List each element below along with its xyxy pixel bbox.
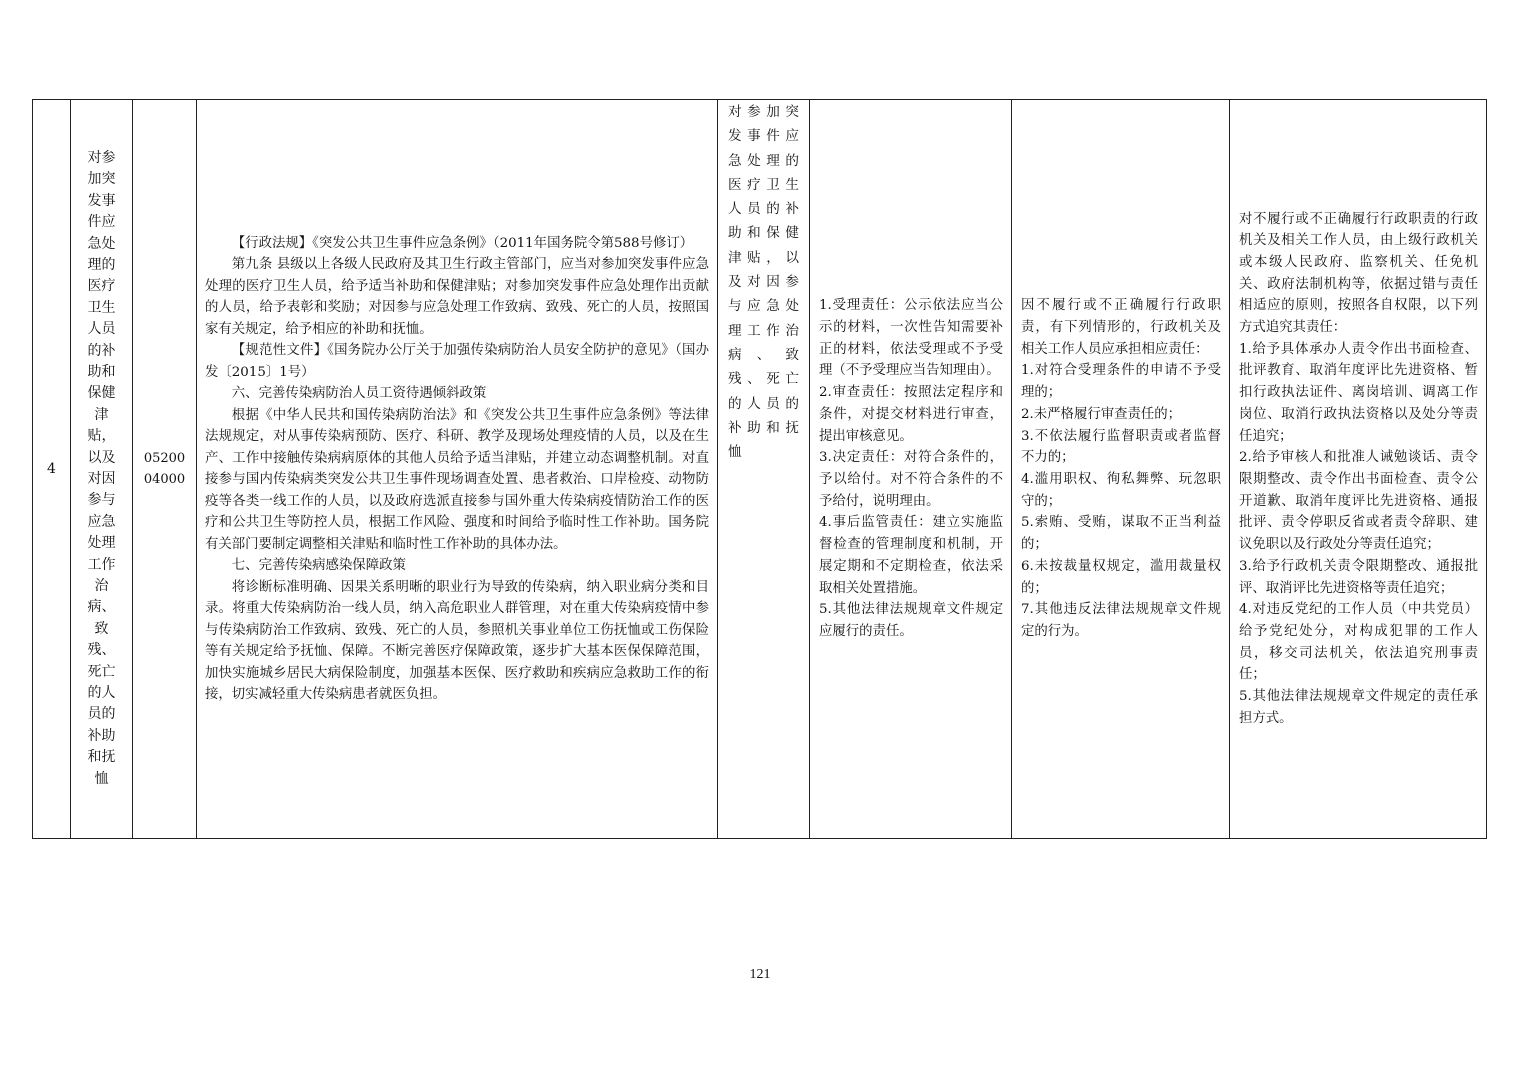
accountability-item: 1.对符合受理条件的申请不予受理的； — [1021, 363, 1221, 401]
basis-regulation-title: 【行政法规】《突发公共卫生事件应急条例》（2011年国务院令第588号修订） — [231, 235, 694, 251]
basis-section-6-heading: 六、完善传染病防治人员工资待遇倾斜政策 — [231, 386, 487, 401]
basis-section-7-text: 将诊断标准明确、因果关系明晰的职业行为导致的传染病，纳入职业病分类和目录。将重大传染病防治一线人员，纳入高危职业人群管理，对在重大传染病疫情中参与传染病防治工作致病、致残、死亡的人员，参照机关事业单位工伤抚恤或工伤保险等有关规定给予抚恤、保障。不断完善医疗保障政策，逐步扩大基本医保保障范围，加快实施城乡居民大病保险制度，加强基本医保、医疗救助和疾病应急救助工作的衔接，切实减轻重大传染病患者就医负担。 — [205, 579, 709, 702]
content-cell — [718, 100, 810, 839]
basis-normative-doc-title: 【规范性文件】《国务院办公厅关于加强传染病防治人员安全防护的意见》（国办发〔2015〕1号） — [205, 343, 709, 380]
basis-section-6-text: 根据《中华人民共和国传染病防治法》和《突发公共卫生事件应急条例》等法律法规规定，对从事传染病预防、医疗、科研、教学及现场处理疫情的人员，以及在生产、工作中接触传染病病原体的其他人员给予适当津贴，并建立动态调整机制。对直接参与国内传染病类突发公共卫生事件现场调查处置、患者救治、口岸检疫、动物防疫等各类一线工作的人员，以及政府选派直接参与国外重大传染病疫情防治工作的医疗和公共卫生等防控人员，根据工作风险、强度和时间给予临时性工作补助。国务院有关部门要制定调整相关津贴和临时性工作补助的具体办法。 — [205, 407, 709, 552]
power-content: 对参加突发事件应急处理的医疗卫生人员的补助和保健津贴，以及对因参与应急处理工作治病、致残、死亡的人员的补助和抚恤 — [728, 104, 801, 461]
accountability-item: 6.未按裁量权规定，滥用裁量权的； — [1021, 558, 1221, 596]
accountability-item: 2.未严格履行审查责任的； — [1021, 406, 1182, 422]
basis-article-9: 第九条 县级以上各级人民政府及其卫生行政主管部门，应当对参加突发事件应急处理的医疗卫生人员，给予适当补助和保健津贴；对参加突发事件应急处理作出贡献的人员，给予表彰和奖励；对因参与应急处理工作致病、致残、死亡的人员，按照国家有关规定，给予相应的补助和抚恤。 — [205, 257, 709, 337]
accountability-item: 4.滥用职权、徇私舞弊、玩忽职守的； — [1021, 472, 1221, 509]
accountability-item: 3.不依法履行监督职责或者监督不力的； — [1021, 428, 1221, 466]
pursuit-item: 5.其他法律法规规章文件规定的责任承担方式。 — [1239, 689, 1478, 726]
responsibility-item: 5.其他法律法规规章文件规定应履行的责任。 — [819, 602, 1003, 639]
pursuit-item: 4.对违反党纪的工作人员（中共党员）给予党纪处分，对构成犯罪的工作人员，移交司法机关，依法追究刑事责任； — [1239, 602, 1478, 683]
table-row — [33, 100, 1487, 839]
pursuit-item: 2.给予审核人和批准人诫勉谈话、责令限期整改、责令作出书面检查、责令公开道歉、取消年度评比先进资格、通报批评、责令停职反省或者责令辞职、建议免职以及行政处分等责任追究； — [1239, 450, 1478, 553]
responsibility-item: 2.审查责任：按照法定程序和条件，对提交材料进行审查，提出审核意见。 — [819, 385, 1003, 444]
accountability-item: 5.索贿、受贿，谋取不正当利益的； — [1021, 515, 1221, 553]
page-number: 121 — [749, 967, 771, 982]
basis-section-7-heading: 七、完善传染病感染保障政策 — [231, 558, 406, 573]
power-list-table — [32, 99, 1487, 839]
row-number: 4 — [33, 100, 71, 839]
responsibility-cell — [810, 100, 1012, 839]
item-code-cell — [133, 100, 197, 839]
responsibility-item: 1.受理责任：公示依法应当公示的材料，一次性告知需要补正的材料，依法受理或不予受理（不予受理应当告知理由）。 — [819, 298, 1003, 379]
responsibility-item: 3.决定责任：对符合条件的，予以给付。对不符合条件的不予给付，说明理由。 — [819, 450, 1003, 509]
legal-basis-cell — [197, 100, 718, 839]
item-name-cell — [71, 100, 133, 839]
responsibility-item: 4.事后监管责任：建立实施监督检查的管理制度和机制，开展定期和不定期检查，依法采取相关处置措施。 — [819, 515, 1003, 596]
accountability-cell — [1012, 100, 1230, 839]
item-name: 对参加突发事件应急处理的医疗卫生人员的补助和保健津贴，以及对因参与应急处理工作治病、致残、死亡的人员的补助和抚恤 — [87, 149, 116, 787]
accountability-item: 因不履行或不正确履行行政职责，有下列情形的，行政机关及相关工作人员应承担相应责任： — [1021, 298, 1221, 357]
item-code: 0520004000 — [143, 451, 186, 487]
accountability-item: 7.其他违反法律法规规章文件规定的行为。 — [1021, 602, 1221, 639]
pursuit-item: 1.给予具体承办人责令作出书面检查、批评教育、取消年度评比先进资格、暂扣行政执法证件、离岗培训、调离工作岗位、取消行政执法资格以及处分等责任追究； — [1239, 341, 1478, 444]
pursuit-item: 对不履行或不正确履行行政职责的行政机关及相关工作人员，由上级行政机关或本级人民政府、监察机关、任免机关、政府法制机构等，依据过错与责任相适应的原则，按照各自权限，以下列方式追究其责任： — [1239, 211, 1478, 336]
pursuit-cell — [1230, 100, 1487, 839]
pursuit-item: 3.给予行政机关责令限期整改、通报批评、取消评比先进资格等责任追究； — [1239, 558, 1478, 596]
